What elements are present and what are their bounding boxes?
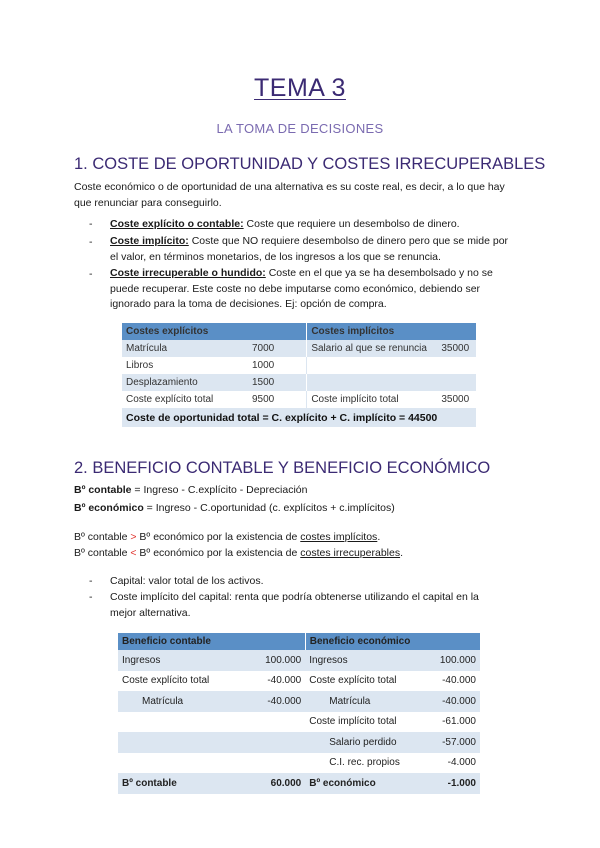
table-cell: 100.000: [431, 650, 480, 671]
bullet-dash: -: [89, 236, 93, 248]
bullet-implicit-cost: [110, 234, 530, 265]
bullet-text: puede recuperar. Este coste no debe imputarse como económico, debiendo ser: [110, 282, 481, 295]
table-cell: Ingresos: [118, 650, 244, 671]
term-explicit: Coste explícito o contable:: [110, 218, 244, 230]
table-cell: Coste explícito total: [118, 671, 244, 692]
def-term: Bº económico: [74, 501, 144, 514]
table-total-row: [118, 773, 480, 794]
bullet-text: Coste en el que ya se ha desembolsado y no se: [268, 267, 493, 279]
table-cell: Coste explícito total: [122, 391, 248, 408]
table-cell: [307, 357, 438, 374]
table-cell: Salario al que se renuncia: [307, 340, 438, 357]
table-cell: [244, 753, 305, 774]
cmp-text: .: [377, 531, 381, 543]
bullet-text: Coste que requiere un desembolso de dinero.: [246, 218, 460, 230]
bullet-text: Coste que NO requiere desembolso de dinero pero que se mide por: [191, 235, 509, 247]
profit-table: [118, 633, 480, 794]
cmp-text: Bº económico por la existencia de: [136, 546, 301, 559]
page-subtitle: LA TOMA DE DECISIONES: [216, 121, 384, 136]
definitions: [74, 483, 395, 516]
table-row: [118, 712, 480, 733]
table-cell: Matrícula: [118, 691, 244, 712]
table-cell: 100.000: [244, 650, 305, 671]
cmp-term: costes implícitos: [300, 531, 378, 543]
table-cell: Coste explícito total: [305, 671, 431, 692]
table-row: [122, 357, 476, 374]
opportunity-cost-table: [122, 323, 476, 427]
bullet-dash: -: [89, 268, 93, 280]
table-cell: [118, 753, 244, 774]
section-1-intro: [74, 180, 505, 211]
bullet-sunk-cost: [110, 266, 530, 313]
bullet-dash: -: [89, 575, 93, 587]
table-cell: 35000: [437, 391, 476, 408]
table-cell: C.I. rec. propios: [305, 753, 431, 774]
bullet-explicit-cost: [110, 217, 530, 233]
table-cell: -1.000: [431, 773, 480, 794]
table-row: [122, 340, 476, 357]
table-header-row: [122, 323, 476, 340]
table-cell: [244, 712, 305, 733]
table-total-row: [122, 408, 476, 427]
header-explicit: Costes explícitos: [122, 323, 307, 340]
table-cell: -40.000: [431, 691, 480, 712]
table-cell: Bº económico: [305, 773, 431, 794]
intro-line: que renunciar para conseguirlo.: [74, 196, 222, 209]
def-text: = Ingreso - C.explícito - Depreciación: [131, 484, 308, 496]
table-cell: 9500: [248, 391, 307, 408]
table-cell: -61.000: [431, 712, 480, 733]
term-implicit: Coste implícito:: [110, 235, 189, 247]
cmp-operator: <: [130, 546, 137, 559]
comparisons: [74, 530, 403, 561]
table-cell: Libros: [122, 357, 248, 374]
cmp-term: costes irrecuperables: [300, 546, 401, 559]
cmp-text: Bº contable: [74, 546, 131, 559]
bullet-dash: -: [89, 218, 93, 230]
table-header-row: [118, 633, 480, 650]
bullet-text: mejor alternativa.: [110, 606, 191, 619]
table-cell: 35000: [437, 340, 476, 357]
table-cell: -57.000: [431, 732, 480, 753]
table-cell: 1000: [248, 357, 307, 374]
table-row: [118, 753, 480, 774]
table-cell: Salario perdido: [305, 732, 431, 753]
table-cell: Ingresos: [305, 650, 431, 671]
table-cell: -40.000: [244, 691, 305, 712]
def-text: = Ingreso - C.oportunidad (c. explícitos + c.implícitos): [143, 501, 395, 514]
table-cell: [437, 374, 476, 391]
cmp-text: Bº económico por la existencia de: [136, 531, 301, 543]
intro-line: Coste económico o de oportunidad de una alternativa es su coste real, es decir, a lo que hay: [74, 181, 505, 193]
table-cell: Coste implícito total: [307, 391, 438, 408]
table-cell: Matrícula: [305, 691, 431, 712]
bullet-text: Coste implícito del capital: renta que podría obtenerse utilizando el capital en la: [110, 591, 479, 603]
table-cell: Coste implícito total: [305, 712, 431, 733]
table-cell: Desplazamiento: [122, 374, 248, 391]
table-row: [122, 391, 476, 408]
table-cell: -40.000: [244, 671, 305, 692]
table-cell: Bº contable: [118, 773, 244, 794]
header-implicit: Costes implícitos: [307, 323, 476, 340]
table-row: [118, 650, 480, 671]
table-cell: [118, 732, 244, 753]
section-1-heading: 1. COSTE DE OPORTUNIDAD Y COSTES IRRECUPERABLES: [74, 155, 546, 173]
table-cell: Matrícula: [122, 340, 248, 357]
bullet-text: ignorado para la toma de decisiones. Ej: opción de compra.: [110, 298, 387, 310]
table-cell: 60.000: [244, 773, 305, 794]
header-economic: Beneficio económico: [305, 633, 480, 650]
table-cell: 1500: [248, 374, 307, 391]
page-title: TEMA 3: [254, 74, 346, 102]
bullet-capital: Capital: valor total de los activos.: [110, 575, 264, 587]
table-row: [118, 671, 480, 692]
table-cell: -40.000: [431, 671, 480, 692]
header-accounting: Beneficio contable: [118, 633, 305, 650]
table-cell: [307, 374, 438, 391]
def-term: Bº contable: [74, 484, 132, 496]
table-row: [118, 732, 480, 753]
total-opportunity-cost: Coste de oportunidad total = C. explícito + C. implícito = 44500: [122, 408, 476, 427]
bullet-dash: -: [89, 591, 93, 603]
table-cell: [437, 357, 476, 374]
cmp-operator: >: [130, 531, 137, 543]
cmp-text: .: [400, 546, 403, 559]
table-cell: -4.000: [431, 753, 480, 774]
table-cell: 7000: [248, 340, 307, 357]
cmp-text: Bº contable: [74, 531, 131, 543]
table-cell: [244, 732, 305, 753]
term-sunk: Coste irrecuperable o hundido:: [110, 267, 266, 279]
bullet-implicit-capital: [110, 590, 530, 621]
bullet-text: el valor, en términos monetarios, de los ingresos a los que se renuncia.: [110, 250, 441, 263]
section-2-heading: 2. BENEFICIO CONTABLE Y BENEFICIO ECONÓMICO: [74, 459, 491, 477]
table-row: [122, 374, 476, 391]
table-row: [118, 691, 480, 712]
table-cell: [118, 712, 244, 733]
